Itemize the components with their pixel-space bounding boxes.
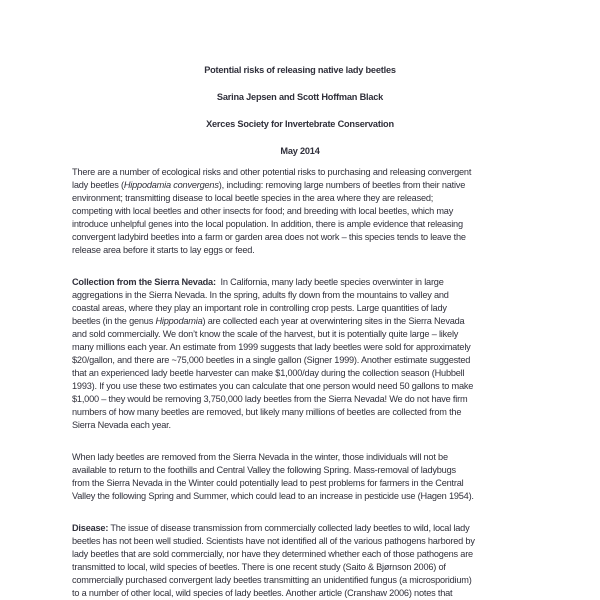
text-run: to a number of other local, wild species of lady beetles. Another article (Cranshaw 2006) notes that	[72, 588, 453, 598]
text-run: competing with local beetles and other insects for food; and breeding with local beetles, which may	[72, 206, 454, 216]
text-run: Hippodamia	[155, 316, 203, 326]
text-run: many millions each year. An estimate from 1999 suggests that lady beetles were sold for approximately	[72, 342, 471, 352]
document-date: May 2014	[280, 146, 320, 156]
text-run: 1993). If you use these two estimates you can calculate that one person would need 50 gallons to make	[72, 381, 474, 391]
text-run: and sold commercially. We don’t know the scale of the harvest, but it is potentially quite large – likely	[72, 329, 459, 339]
text-run: commercially purchased convergent lady beetles transmitting an unidentified fungus (a microsporidium)	[72, 575, 472, 585]
text-line	[72, 179, 528, 192]
paragraph	[72, 166, 528, 257]
document-header	[0, 0, 600, 158]
document-body	[0, 166, 600, 600]
text-line	[72, 419, 528, 432]
text-line	[72, 328, 528, 341]
text-line	[72, 354, 528, 367]
text-run: available to return to the foothills and Central Valley the following Spring. Mass-removal of ladybugs	[72, 465, 456, 475]
text-run: The issue of disease transmission from commercially collected lady beetles to wild, local lady	[108, 523, 470, 533]
text-run: numbers of how many beetles are removed, but likely many millions of beetles are collected from the	[72, 407, 462, 417]
text-run: ), including: removing large numbers of beetles from their native	[218, 180, 466, 190]
text-line	[72, 244, 528, 257]
text-line	[72, 561, 528, 574]
document-authors: Sarina Jepsen and Scott Hoffman Black	[216, 92, 384, 102]
text-line	[72, 451, 528, 464]
text-line	[72, 289, 528, 302]
text-line	[72, 315, 528, 328]
text-line	[72, 548, 528, 561]
text-run: environment; transmitting disease to local beetle species in the area where they are released;	[72, 193, 434, 203]
text-line	[72, 522, 528, 535]
text-line	[72, 380, 528, 393]
text-line	[72, 574, 528, 587]
paragraph	[72, 451, 528, 503]
text-run: $20/gallon, and there are ~75,000 beetles in a single gallon (Signer 1999). Another estimate suggested	[72, 355, 471, 365]
text-line	[72, 367, 528, 380]
text-line	[72, 406, 528, 419]
text-line	[72, 231, 528, 244]
text-run: lady beetles that are sold commercially, nor have they determined whether each of those pathogens are	[72, 549, 473, 559]
text-run: aggregations in the Sierra Nevada. In the spring, adults fly down from the mountains to valley and	[72, 290, 449, 300]
text-run: lady beetles (	[72, 180, 124, 190]
paragraph	[72, 522, 528, 600]
text-run: convergent ladybird beetles into a farm or garden area does not work – this species tends to leave the	[72, 232, 466, 242]
text-run: transmitted to local, wild species of beetles. There is one recent study (Saito & Bjørnson 2006) of	[72, 562, 446, 572]
text-line	[72, 393, 528, 406]
text-line	[72, 192, 528, 205]
text-run: beetles (in the genus	[72, 316, 156, 326]
text-line	[72, 166, 528, 179]
text-line	[72, 477, 528, 490]
text-line	[72, 535, 528, 548]
text-run: Hippodamia convergens	[123, 180, 219, 190]
text-run: release area before it starts to lay eggs or feed.	[72, 245, 255, 255]
document-title: Potential risks of releasing native lady beetles	[204, 65, 396, 75]
text-line	[72, 464, 528, 477]
text-run: Valley the following Spring and Summer, which could lead to an increase in pesticide use (Hagen 1954).	[72, 491, 474, 501]
text-run: $1,000 – they would be removing 3,750,000 lady beetles from the Sierra Nevada! We do not have firm	[72, 394, 468, 404]
text-run: There are a number of ecological risks and other potential risks to purchasing and releasing convergent	[72, 167, 472, 177]
text-run: Disease:	[72, 523, 109, 533]
text-run: beetles has not been well studied. Scientists have not identified all of the various pathogens harbored by	[72, 536, 475, 546]
text-line	[72, 587, 528, 600]
paragraph	[72, 276, 528, 432]
text-line	[72, 218, 528, 231]
text-line	[72, 490, 528, 503]
text-run: Collection from the Sierra Nevada:	[72, 277, 216, 287]
text-run: from the Sierra Nevada in the Winter could potentially lead to pest problems for farmers in the Central	[72, 478, 464, 488]
text-run: coastal areas, where they play an important role in controlling crop pests. Large quantities of lady	[72, 303, 447, 313]
text-line	[72, 276, 528, 289]
text-run: Sierra Nevada each year.	[72, 420, 171, 430]
text-run: that an experienced lady beetle harvester can make $1,000/day during the collection season (Hubbell	[72, 368, 465, 378]
document-organization: Xerces Society for Invertebrate Conservation	[206, 119, 394, 129]
text-run: When lady beetles are removed from the Sierra Nevada in the winter, those individuals will not be	[72, 452, 448, 462]
text-line	[72, 302, 528, 315]
text-run: In California, many lady beetle species overwinter in large	[215, 277, 444, 287]
text-run: ) are collected each year at overwintering sites in the Sierra Nevada	[202, 316, 465, 326]
text-line	[72, 205, 528, 218]
text-line	[72, 341, 528, 354]
text-run: introduce unhelpful genes into the local population. In addition, there is ample evidence that releasing	[72, 219, 463, 229]
